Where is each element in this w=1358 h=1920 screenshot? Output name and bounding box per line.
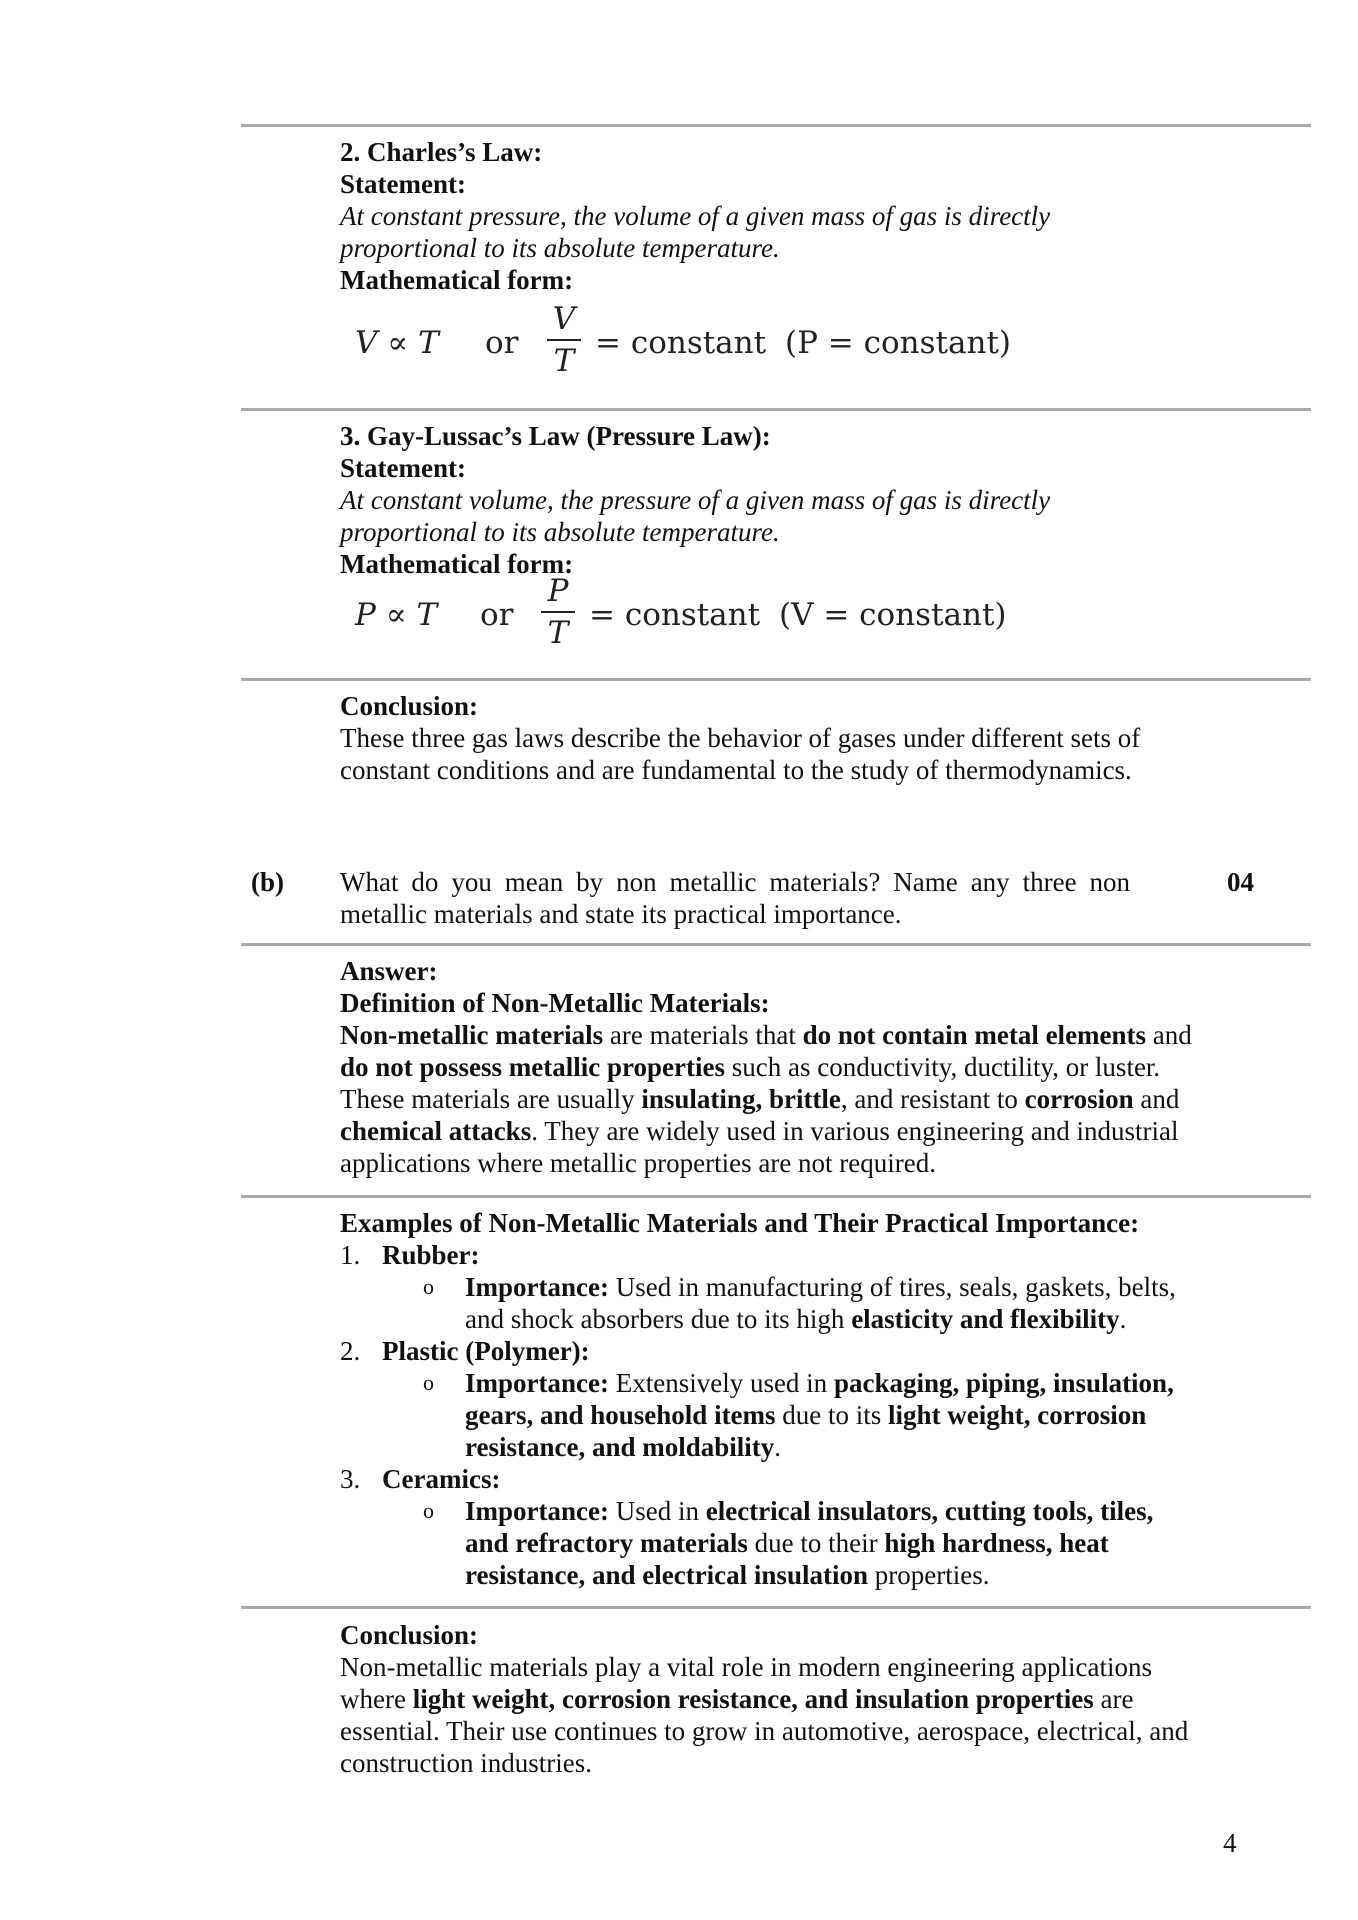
conclusion-text: These three gas laws describe the behavior of gases under different sets of: [340, 723, 1141, 753]
question-text: What do you mean by non metallic materials? Name any three non: [340, 867, 1130, 897]
conclusion-text: Non-metallic materials play a vital role in modern engineering applications: [340, 1652, 1152, 1682]
formula-lhs: P ∝ T: [355, 597, 438, 633]
section-heading: 2. Charles’s Law:: [340, 137, 543, 167]
statement-text: At constant pressure, the volume of a given mass of gas is directly: [340, 201, 1051, 231]
gay-lussac-law-section: [340, 420, 1240, 580]
gay-lussac-formula: [355, 572, 1055, 656]
definition-paragraph: [340, 1019, 1220, 1179]
question-marks: 04: [1227, 867, 1254, 897]
formula-lhs: V ∝ T: [355, 325, 439, 361]
definition-text: are materials that: [603, 1020, 803, 1050]
fraction-numerator: V: [552, 301, 576, 337]
formula-fraction: [541, 572, 575, 652]
fraction-denominator: T: [547, 615, 569, 651]
definition-text: and: [1146, 1020, 1192, 1050]
gas-laws-conclusion: [340, 690, 1240, 786]
list-number: 1.: [340, 1240, 361, 1270]
charles-law-section: [340, 136, 1240, 296]
conclusion-text: construction industries.: [340, 1748, 592, 1778]
importance-bold: electrical insulators, cutting tools, tiles,: [705, 1496, 1154, 1526]
importance-text: .: [774, 1432, 782, 1462]
importance-bold: resistance, and moldability: [465, 1432, 775, 1462]
definition-text: These materials are usually: [340, 1084, 642, 1114]
examples-heading: Examples of Non-Metallic Materials and Their Practical Importance:: [340, 1208, 1140, 1238]
list-number: 2.: [340, 1336, 361, 1366]
importance-text: due to its: [775, 1400, 889, 1430]
fraction-numerator: P: [547, 573, 569, 609]
importance-text: Used in manufacturing of tires, seals, gaskets, belts,: [608, 1272, 1176, 1302]
bullet-icon: o: [423, 1498, 434, 1523]
list-number: 3.: [340, 1464, 361, 1494]
importance-bold: elasticity and flexibility: [851, 1304, 1120, 1334]
definition-bold-term: do not contain metal elements: [802, 1020, 1147, 1050]
non-metallic-conclusion: [340, 1619, 1220, 1779]
statement-label: Statement:: [340, 169, 466, 199]
list-item-plastic: [340, 1335, 1220, 1367]
definition-bold-term: do not possess metallic properties: [340, 1052, 725, 1082]
importance-text: and shock absorbers due to its high: [465, 1304, 852, 1334]
importance-bold: resistance, and electrical insulation: [465, 1560, 868, 1590]
statement-text: At constant volume, the pressure of a given mass of gas is directly: [340, 485, 1051, 515]
definition-bold-term: Non-metallic materials: [340, 1020, 604, 1050]
importance-bold: high hardness, heat: [884, 1528, 1109, 1558]
definition-text: applications where metallic properties are not required.: [340, 1148, 937, 1178]
importance-text: Used in: [608, 1496, 706, 1526]
bullet-icon: o: [423, 1274, 434, 1299]
examples-section: [340, 1207, 1220, 1591]
question-label: (b): [251, 867, 284, 897]
list-item-rubber: [340, 1239, 1220, 1271]
page-number: 4: [1223, 1828, 1237, 1858]
importance-item: [340, 1271, 1220, 1335]
importance-bold: packaging, piping, insulation,: [833, 1368, 1174, 1398]
definition-text: , and resistant to: [840, 1084, 1025, 1114]
section-heading: 3. Gay-Lussac’s Law (Pressure Law):: [340, 421, 771, 451]
importance-label: Importance:: [465, 1272, 609, 1302]
table-rule: [241, 1195, 1311, 1198]
importance-label: Importance:: [465, 1496, 609, 1526]
fraction-bar: [547, 339, 581, 341]
bullet-icon: o: [423, 1370, 434, 1395]
definition-heading: Definition of Non-Metallic Materials:: [340, 988, 770, 1018]
fraction-denominator: T: [553, 343, 575, 379]
definition-bold-term: insulating, brittle: [641, 1084, 841, 1114]
table-rule: [241, 678, 1311, 681]
formula-or: or: [485, 325, 519, 361]
conclusion-label: Conclusion:: [340, 1620, 479, 1650]
importance-bold: gears, and household items: [465, 1400, 776, 1430]
table-rule: [241, 943, 1311, 946]
conclusion-text: are: [1093, 1684, 1134, 1714]
formula-fraction: [547, 300, 581, 380]
importance-item: [340, 1367, 1220, 1463]
charles-formula: [355, 300, 1055, 384]
importance-bold: and refractory materials: [465, 1528, 748, 1558]
formula-condition: (V = constant): [779, 597, 1007, 633]
material-name: Ceramics:: [382, 1464, 501, 1494]
importance-text: Extensively used in: [608, 1368, 834, 1398]
conclusion-bold: light weight, corrosion resistance, and insulation properties: [412, 1684, 1094, 1714]
statement-label: Statement:: [340, 453, 466, 483]
math-form-label: Mathematical form:: [340, 549, 574, 579]
conclusion-text: where: [340, 1684, 413, 1714]
material-name: Rubber:: [382, 1240, 480, 1270]
formula-condition: (P = constant): [785, 325, 1011, 361]
conclusion-text: essential. Their use continues to grow in automotive, aerospace, electrical, and: [340, 1716, 1189, 1746]
statement-text: proportional to its absolute temperature.: [340, 233, 780, 263]
formula-equals: = constant: [595, 325, 767, 361]
importance-text: due to their: [747, 1528, 885, 1558]
conclusion-label: Conclusion:: [340, 691, 479, 721]
definition-bold-term: corrosion: [1024, 1084, 1134, 1114]
definition-text: such as conductivity, ductility, or luster.: [725, 1052, 1161, 1082]
importance-label: Importance:: [465, 1368, 609, 1398]
answer-section: [340, 955, 1220, 1179]
material-name: Plastic (Polymer):: [382, 1336, 590, 1366]
definition-text: . They are widely used in various engineering and industrial: [531, 1116, 1179, 1146]
formula-equals: = constant: [589, 597, 761, 633]
question-text: metallic materials and state its practical importance.: [340, 899, 902, 929]
question-b-text: [340, 866, 1130, 930]
table-rule: [241, 124, 1311, 127]
importance-item: [340, 1495, 1220, 1591]
statement-text: proportional to its absolute temperature.: [340, 517, 780, 547]
table-rule: [241, 408, 1311, 411]
importance-text: properties.: [867, 1560, 990, 1590]
formula-or: or: [480, 597, 514, 633]
conclusion-text: constant conditions and are fundamental to the study of thermodynamics.: [340, 755, 1132, 785]
definition-text: and: [1133, 1084, 1180, 1114]
examples-list: [340, 1239, 1220, 1591]
importance-text: .: [1119, 1304, 1127, 1334]
importance-bold: light weight, corrosion: [888, 1400, 1147, 1430]
definition-bold-term: chemical attacks: [340, 1116, 532, 1146]
list-item-ceramics: [340, 1463, 1220, 1495]
table-rule: [241, 1606, 1311, 1609]
fraction-bar: [541, 611, 575, 613]
math-form-label: Mathematical form:: [340, 265, 574, 295]
answer-label: Answer:: [340, 956, 438, 986]
